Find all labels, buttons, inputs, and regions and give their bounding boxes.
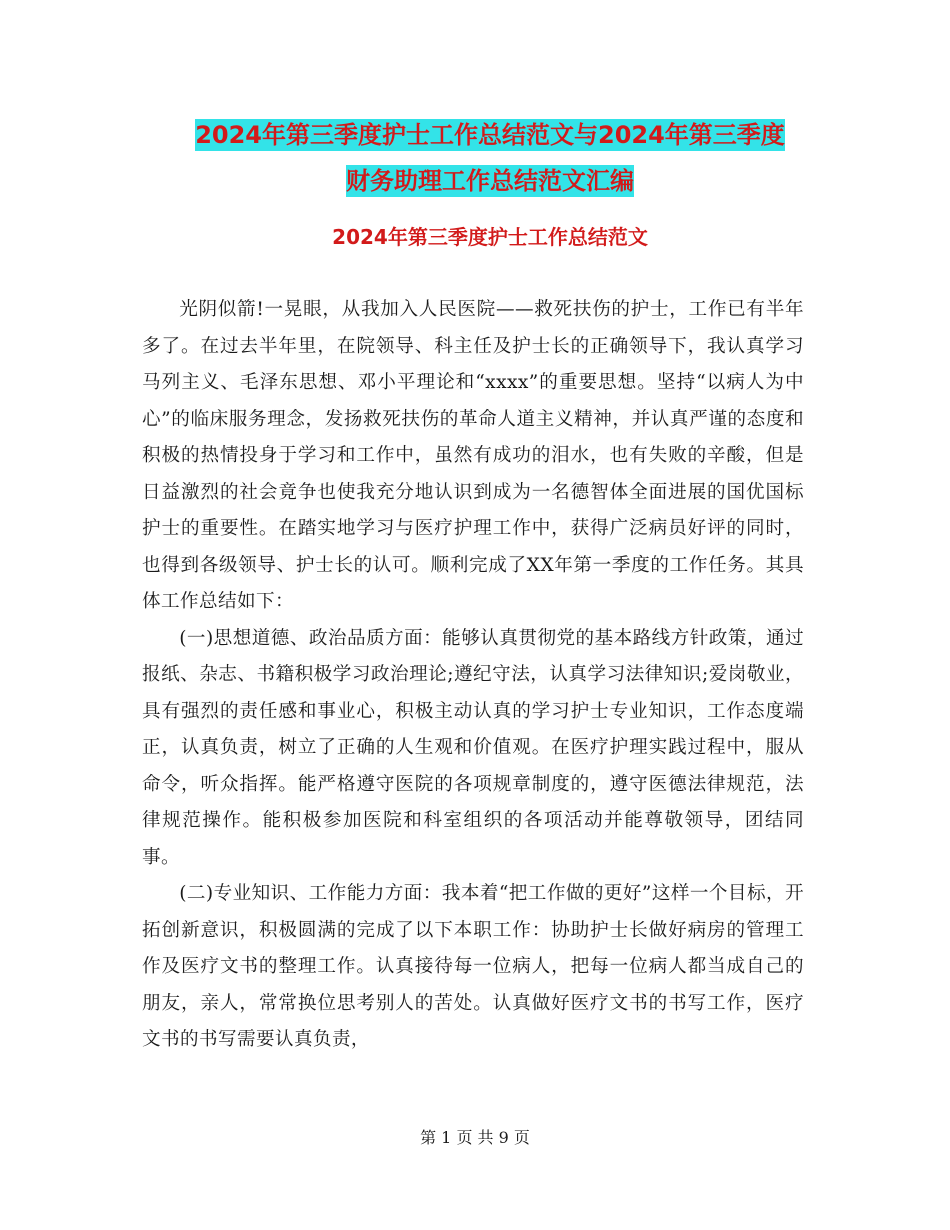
document-title: [140, 112, 840, 204]
document-body: [142, 292, 804, 1059]
paragraph-professional: (二)专业知识、工作能力方面：我本着“把工作做的更好”这样一个目标，开拓创新意识，积极圆满的完成了以下本职工作：协助护士长做好病房的管理工作及医疗文书的整理工作。认真接待每一位病人，把每一位病人都当成自己的朋友，亲人，常常换位思考别人的苦处。认真做好医疗文书的书写工作，医疗文书的书写需要认真负责，: [142, 883, 804, 1050]
page-footer: 第 1 页 共 9 页: [420, 1128, 530, 1147]
section-title: 2024年第三季度护士工作总结范文: [332, 225, 648, 249]
document-title-line1: 2024年第三季度护士工作总结范文与2024年第三季度: [195, 121, 785, 149]
paragraph-ideology: (一)思想道德、政治品质方面：能够认真贯彻党的基本路线方针政策，通过报纸、杂志、书籍积极学习政治理论;遵纪守法，认真学习法律知识;爱岗敬业，具有强烈的责任感和事业心，积极主动认真的学习护士专业知识，工作态度端正，认真负责，树立了正确的人生观和价值观。在医疗护理实践过程中，服从命令，听众指挥。能严格遵守医院的各项规章制度的，遵守医德法律规范，法律规范操作。能积极参加医院和科室组织的各项活动并能尊敬领导，团结同事。: [142, 627, 804, 868]
document-title-line2: 财务助理工作总结范文汇编: [346, 167, 634, 195]
paragraph-intro: 光阴似箭!一晃眼，从我加入人民医院——救死扶伤的护士，工作已有半年多了。在过去半年里，在院领导、科主任及护士长的正确领导下，我认真学习马列主义、毛泽东思想、邓小平理论和“xxxx”的重要思想。坚持“以病人为中心”的临床服务理念，发扬救死扶伤的革命人道主义精神，并认真严谨的态度和积极的热情投身于学习和工作中，虽然有成功的泪水，也有失败的辛酸，但是日益激烈的社会竟争也使我充分地认识到成为一名德智体全面进展的国优国标护士的重要性。在踏实地学习与医疗护理工作中，获得广泛病员好评的同时，也得到各级领导、护士长的认可。顺利完成了XX年第一季度的工作任务。其具体工作总结如下：: [142, 299, 804, 612]
